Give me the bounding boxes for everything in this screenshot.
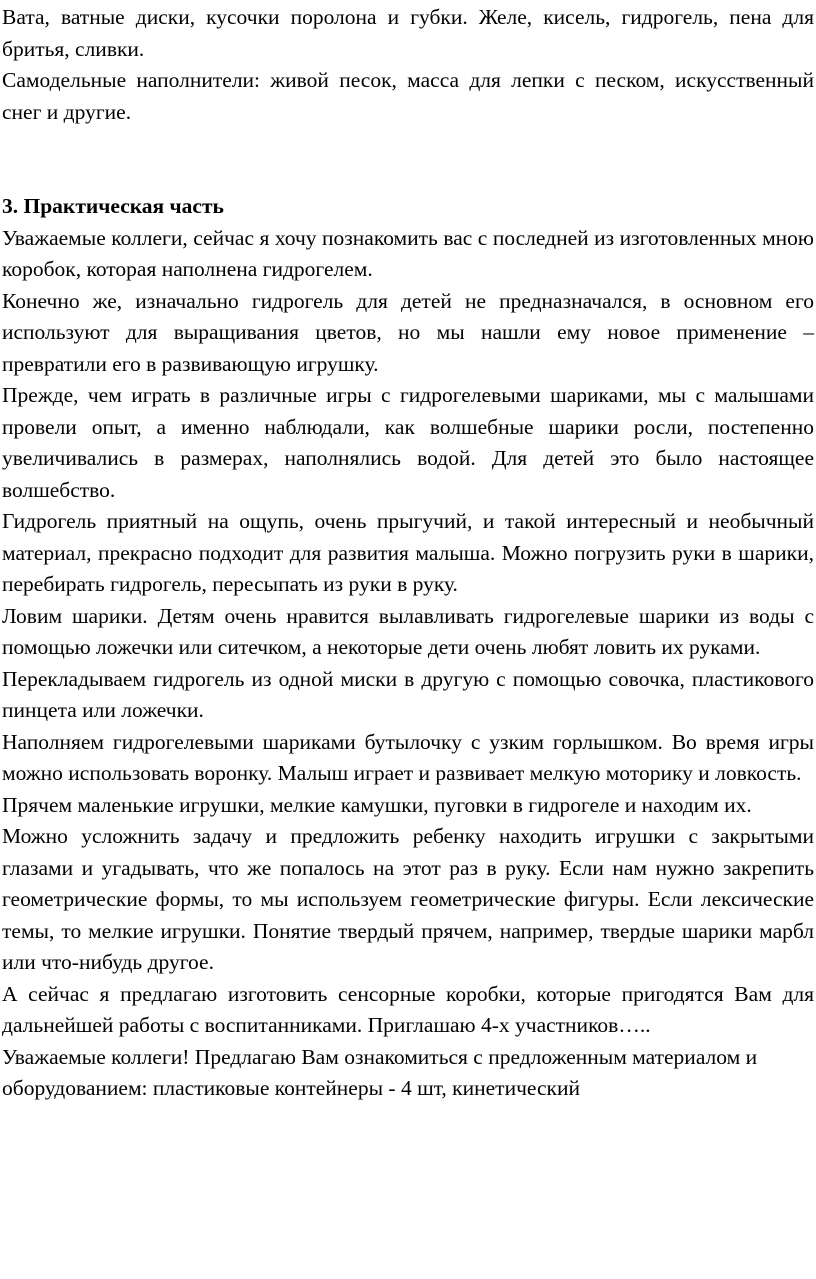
paragraph-experiment: Прежде, чем играть в различные игры с гидрогелевыми шариками, мы с малышами провели опыт, а именно наблюдали, как волшебные шарики росли, постепенно увеличивались в размерах, наполнялись водой. Для детей это было настоящее волшебство. <box>2 383 814 502</box>
paragraph-hiding-toys: Прячем маленькие игрушки, мелкие камушки, пуговки в гидрогеле и находим их. <box>2 792 752 817</box>
paragraph-transfer: Перекладываем гидрогель из одной миски в другую с помощью совочка, пластикового пинцета или ложечки. <box>2 666 814 722</box>
paragraph-catching-balls: Ловим шарики. Детям очень нравится вылавливать гидрогелевые шарики из воды с помощью ложечки или ситечком, а некоторые дети очень любят ловить их руками. <box>2 603 814 659</box>
paragraph-intro-box: Уважаемые коллеги, сейчас я хочу познакомить вас с последней из изготовленных мною коробок, которая наполнена гидрогелем. <box>2 225 814 281</box>
paragraph-cotton-jelly: Вата, ватные диски, кусочки поролона и губки. Желе, кисель, гидрогель, пена для бритья, сливки. <box>2 5 814 61</box>
section-heading: 3. Практическая часть <box>2 194 224 218</box>
paragraph-homemade-fillers: Самодельные наполнители: живой песок, масса для лепки с песком, искусственный снег и другие. <box>2 68 814 124</box>
paragraph-complicate-task: Можно усложнить задачу и предложить ребенку находить игрушки с закрытыми глазами и угадывать, что же попалось на этот раз в руку. Если нам нужно закрепить геометрические формы, то мы используем геометрические фигуры. Если лексические темы, то мелкие игрушки. Понятие твердый прячем, например, твердые шарики марбл или что-нибудь другое. <box>2 824 814 974</box>
paragraph-make-boxes: А сейчас я предлагаю изготовить сенсорные коробки, которые пригодятся Вам для дальнейшей работы с воспитанниками. Приглашаю 4-х участников….. <box>2 981 814 1037</box>
paragraph-hydrogel-feel: Гидрогель приятный на ощупь, очень прыгучий, и такой интересный и необычный материал, прекрасно подходит для развития малыша. Можно погрузить руки в шарики, перебирать гидрогель, пересыпать из руки в руку. <box>2 509 814 596</box>
blank-space <box>2 128 814 191</box>
paragraph-bottle: Наполняем гидрогелевыми шариками бутылочку с узким горлышком. Во время игры можно использовать воронку. Малыш играет и развивает мелкую моторику и ловкость. <box>2 729 814 785</box>
paragraph-hydrogel-origin: Конечно же, изначально гидрогель для детей не предназначался, в основном его используют для выращивания цветов, но мы нашли ему новое применение – превратили его в развивающую игрушку. <box>2 288 814 376</box>
paragraph-materials: Уважаемые коллеги! Предлагаю Вам ознакомиться с предложенным материалом и оборудованием: пластиковые контейнеры - 4 шт, кинетический <box>2 1044 758 1100</box>
